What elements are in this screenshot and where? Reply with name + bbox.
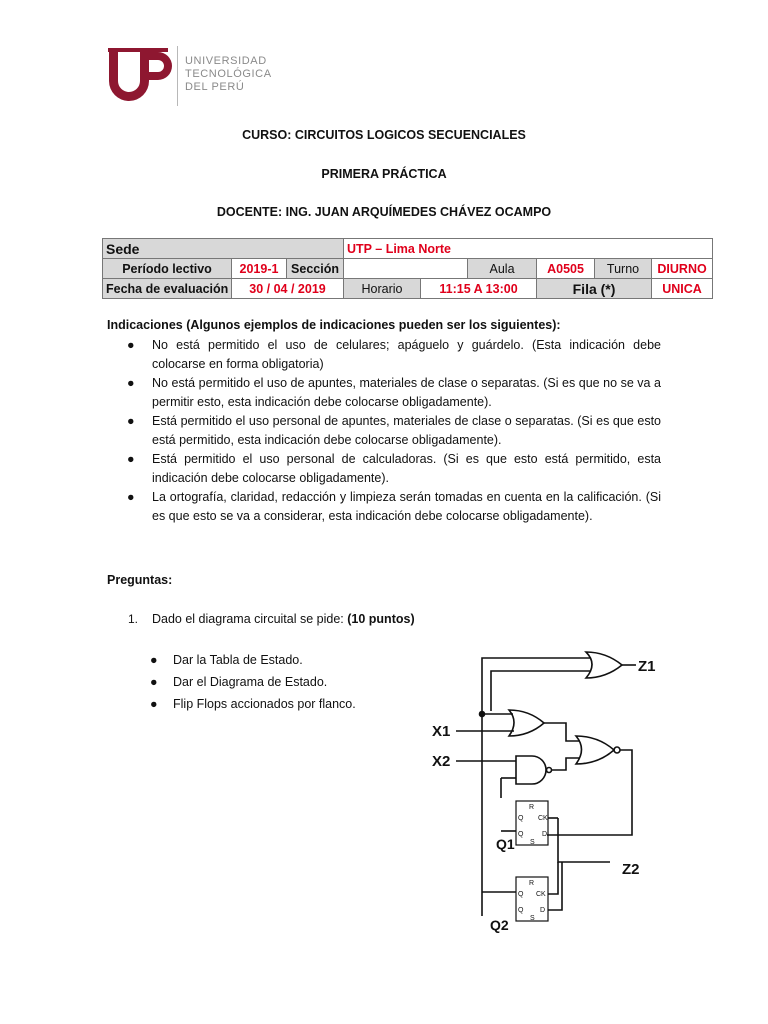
horario-value: 11:15 A 13:00 <box>421 279 537 299</box>
questions-title: Preguntas: <box>107 573 173 587</box>
teacher-name: DOCENTE: ING. JUAN ARQUÍMEDES CHÁVEZ OCAMPO <box>216 205 552 219</box>
instruction-text: Está permitido el uso personal de apuntes, materiales de clase o separatas. (Si es que esto está permitido, esta indicación debe colocarse obligadamente). <box>152 414 661 447</box>
svg-text:D: D <box>542 831 548 838</box>
label-z2: Z2 <box>622 861 640 878</box>
sede-value: UTP – Lima Norte <box>344 239 713 259</box>
fila-label: Fila (*) <box>537 279 652 299</box>
instruction-text: No está permitido el uso de celulares; apáguelo y guárdelo. (Esta indicación debe colocarse en forma obligatoria) <box>152 338 661 371</box>
label-q1: Q1 <box>496 836 515 852</box>
question-text: Dado el diagrama circuital se pide: <box>152 612 348 626</box>
svg-text:R: R <box>529 804 535 811</box>
logo-line-1: UNIVERSIDAD <box>185 55 267 67</box>
svg-text:Q: Q <box>518 815 524 822</box>
svg-text:R: R <box>529 880 535 887</box>
list-item <box>150 649 356 671</box>
instructions-title: Indicaciones (Algunos ejemplos de indicaciones pueden ser los siguientes): <box>107 318 561 332</box>
exam-title: PRIMERA PRÁCTICA <box>321 167 447 181</box>
or-gate-1 <box>509 710 544 736</box>
instruction-text: Está permitido el uso personal de calculadoras. (Si es que esto está permitido, esta indicación debe colocarse obligadamente). <box>152 452 661 485</box>
bullet-icon: ● <box>127 414 135 428</box>
list-item <box>107 412 661 450</box>
question-1 <box>128 612 415 626</box>
question-number: 1. <box>128 612 139 626</box>
table-row <box>103 239 713 259</box>
instruction-text: La ortografía, claridad, redacción y limpieza serán tomadas en cuenta en la calificación. (Si es que esto se va a considerar, esta indicación debe colocarse obligadamente). <box>152 490 661 523</box>
task-text: Flip Flops accionados por flanco. <box>173 697 356 711</box>
label-q2: Q2 <box>490 917 509 933</box>
logo-line-2: TECNOLÓGICA <box>185 68 272 80</box>
aula-label: Aula <box>468 259 537 279</box>
label-x1: X1 <box>432 723 451 740</box>
aula-value: A0505 <box>537 259 595 279</box>
bullet-icon: ● <box>150 675 158 689</box>
svg-text:S: S <box>530 839 535 846</box>
label-z1: Z1 <box>638 658 656 675</box>
svg-text:CK: CK <box>538 815 548 822</box>
list-item <box>107 374 661 412</box>
or-gate-z1 <box>586 652 622 678</box>
svg-text:CK: CK <box>536 891 546 898</box>
list-item <box>150 671 356 693</box>
instruction-text: No está permitido el uso de apuntes, materiales de clase o separatas. (Si es que no se va a permitir esto, esta indicación debe colocarse obligadamente). <box>152 376 661 409</box>
svg-text:S: S <box>530 915 535 922</box>
periodo-value: 2019-1 <box>232 259 287 279</box>
svg-text:D: D <box>540 907 546 914</box>
bullet-icon: ● <box>127 376 135 390</box>
fecha-label: Fecha de evaluación <box>103 279 232 299</box>
bullet-icon: ● <box>127 490 135 504</box>
svg-text:Q: Q <box>518 831 524 838</box>
periodo-label: Período lectivo <box>103 259 232 279</box>
instructions-list <box>107 336 661 526</box>
seccion-label: Sección <box>287 259 344 279</box>
list-item <box>107 488 661 526</box>
label-x2: X2 <box>432 753 451 770</box>
exam-info-table <box>102 238 713 299</box>
bullet-icon: ● <box>150 653 158 667</box>
utp-logo-icon <box>108 48 172 110</box>
task-text: Dar el Diagrama de Estado. <box>173 675 328 689</box>
table-row <box>103 259 713 279</box>
inverter-bubble <box>547 768 552 773</box>
logo-text <box>185 55 272 94</box>
horario-label: Horario <box>344 279 421 299</box>
turno-value: DIURNO <box>652 259 713 279</box>
list-item <box>150 693 356 715</box>
sede-label: Sede <box>103 239 344 259</box>
svg-text:Q: Q <box>518 907 524 914</box>
junction-dot <box>480 712 485 717</box>
table-row <box>103 279 713 299</box>
logo-separator <box>177 46 178 106</box>
list-item <box>107 450 661 488</box>
bullet-icon: ● <box>127 338 135 352</box>
turno-label: Turno <box>595 259 652 279</box>
question-points: (10 puntos) <box>347 612 415 626</box>
question-1-tasks <box>150 649 356 715</box>
task-text: Dar la Tabla de Estado. <box>173 653 303 667</box>
circuit-diagram <box>426 648 666 938</box>
logo-line-3: DEL PERÚ <box>185 81 245 93</box>
bullet-icon: ● <box>150 697 158 711</box>
list-item <box>107 336 661 374</box>
svg-text:Q: Q <box>518 891 524 898</box>
seccion-value <box>344 259 468 279</box>
fecha-value: 30 / 04 / 2019 <box>232 279 344 299</box>
bullet-icon: ● <box>127 452 135 466</box>
nor-gate <box>576 736 614 764</box>
university-logo <box>108 44 283 110</box>
course-title: CURSO: CIRCUITOS LOGICOS SECUENCIALES <box>242 128 526 142</box>
fila-value: UNICA <box>652 279 713 299</box>
and-gate <box>516 756 546 784</box>
